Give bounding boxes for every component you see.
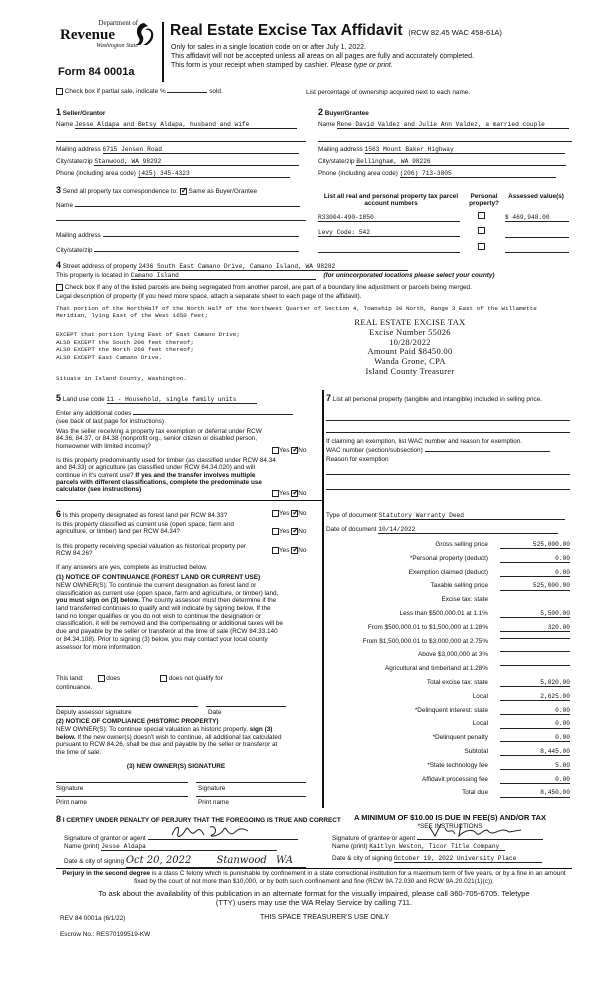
notice1-bold: you must sign on (3) below. — [56, 597, 140, 605]
title-block — [170, 22, 502, 40]
s6-q3-answers — [272, 547, 306, 555]
s5-q2-answers — [272, 490, 306, 498]
land-use-row — [56, 393, 257, 404]
calc-row — [320, 569, 570, 580]
calc-label: Excise tax: state — [441, 596, 488, 604]
s6-q1-yes-checkbox[interactable] — [272, 510, 279, 517]
s6-q2: Is this property classified as current use (open space, farm and agriculture, or timber) land per RCW 84.34? — [56, 521, 234, 536]
form-citation: (RCW 82.45 WAC 458-61A) — [408, 28, 502, 37]
grantor-name-row — [64, 843, 277, 851]
section5-num: 5 — [56, 393, 62, 403]
agency-state: Washington State — [96, 42, 138, 49]
stamp-line-3: 10/28/2022 — [389, 336, 431, 347]
parcel-2-field[interactable]: Levy Code: 542 — [318, 229, 460, 237]
legal-desc-6: Situate in Island County, Washington. — [56, 375, 187, 382]
treasurer-stamp — [330, 318, 490, 377]
s7-label: List all personal property (tangible and intangible) included in selling price. — [332, 396, 543, 403]
calc-row — [320, 596, 570, 607]
s6-q1-answers — [272, 510, 306, 518]
doc-type-field[interactable]: Statutory Warranty Deed — [379, 512, 565, 520]
parcel-1-field[interactable]: R33004-490-1850 — [318, 214, 460, 222]
calc-amount[interactable]: 320.00 — [500, 624, 570, 632]
calc-label: Agricultural and timberland at 1.28% — [384, 665, 488, 673]
buyer-phone-label: Phone (including area code) — [318, 170, 398, 177]
calc-label: Taxable selling price — [430, 582, 488, 590]
seller-city-label: City/state/zip — [56, 158, 93, 165]
s6-q1-no-checkbox[interactable] — [291, 510, 298, 517]
calc-label: Total excise tax: state — [426, 679, 488, 686]
dor-logo — [60, 20, 152, 50]
wac-label: WAC number (section/subsection) — [326, 447, 423, 454]
calc-label: From $500,000.01 to $1,500,000 at 1.28% — [367, 623, 488, 631]
grantor-sig-row — [64, 831, 298, 842]
buyer-phone-row — [318, 170, 556, 178]
calc-amount[interactable]: 525,000.00 — [500, 582, 570, 590]
s5-q1-yes-checkbox[interactable] — [272, 447, 279, 454]
section6-num: 6 — [56, 509, 62, 519]
s6-q1: Is this property designated as forest land per RCW 84.33? — [62, 512, 228, 519]
stamp-line-6: Island County Treasurer — [365, 365, 455, 376]
accessibility-line-1: To ask about the availability of this publication in an alternate format for the visually impaired, please call 360-705-6705. Teletype — [98, 889, 530, 898]
seller-heading-num: 1 — [56, 107, 62, 117]
buyer-name-field[interactable]: Rene David Valdez and Julie Ann Valdez, a married couple — [337, 121, 569, 129]
correspondence-row — [56, 185, 257, 195]
calc-row — [320, 762, 570, 773]
stamp-line-2: Excise Number 55026 — [369, 326, 451, 337]
land-use-label: Land use code — [62, 396, 105, 403]
stamp-line-1: REAL ESTATE EXCISE TAX — [354, 317, 466, 327]
wac-field[interactable] — [425, 451, 550, 452]
calc-row — [320, 734, 570, 745]
calc-row — [320, 789, 570, 800]
same-as-buyer-checkbox[interactable] — [180, 188, 187, 195]
calc-amount[interactable]: 0.00 — [500, 555, 570, 563]
this-land-label: This land: — [56, 675, 84, 683]
doc-date-field[interactable]: 10/14/2022 — [378, 526, 558, 534]
s5-q2-text: Is this property predominantly used for timber (as classified under RCW 84.34 and 84.33) or agriculture (as classified under RCW 84.34.020) and will continue in it's current use? — [56, 457, 276, 479]
parcel-row-1 — [318, 214, 460, 222]
ownership-note: List percentage of ownership acquired next to each name. — [306, 89, 471, 96]
calc-amount[interactable]: 8,450.00 — [500, 789, 570, 797]
footer-divider — [56, 868, 572, 869]
buyer-heading — [318, 107, 369, 117]
calc-label: *State technology fee — [427, 761, 488, 769]
parcel-3-personal-checkbox[interactable] — [478, 243, 485, 251]
grantee-date-row — [332, 855, 542, 863]
calc-amount[interactable]: 0.00 — [500, 776, 570, 784]
perjury-text: is a class C felony which is punishable by confinement in a state correctional institution for a maximum term of five years, or by a fine in an amount fixed by the court of not more than $10,000, or by both such confinement and fine (RCW 9A.72.030 and RCW 9A.20.021(1)(c)). — [134, 870, 566, 885]
seller-phone-row — [56, 170, 290, 178]
parcel-1-assessed-field[interactable]: $ 469,948.00 — [505, 214, 569, 222]
notice2-title: (2) NOTICE OF COMPLIANCE (HISTORIC PROPERTY) — [56, 718, 219, 725]
calc-row — [320, 582, 570, 593]
sig-1-label: Signature — [56, 785, 84, 792]
no-label: No — [298, 490, 307, 498]
buyer-name-row — [318, 121, 569, 129]
calc-amount[interactable]: 5,500.00 — [500, 610, 570, 618]
calc-row — [320, 720, 570, 731]
escrow-number: Escrow No.: RES70199519-KW — [60, 931, 151, 938]
street-row — [56, 260, 408, 271]
calc-row — [320, 679, 570, 690]
legal-desc-4: ALSO EXCEPT the North 260 feet thereof; — [56, 346, 194, 354]
calc-row — [320, 776, 570, 787]
seller-phone-label: Phone (including area code) — [56, 170, 136, 177]
s6-q2-no-checkbox[interactable] — [291, 528, 298, 535]
legal-desc-1: That portion of the NorthHalf of the North Half of the Northwest Quarter of Section 4, Township 30 North, Range 3 East of the Willamette Meridian, lying East of the West 1650 feet; — [56, 305, 537, 320]
calc-label: *Delinquent interest: state — [414, 706, 488, 714]
new-owner-sig-title: (3) NEW OWNER(S) SIGNATURE — [126, 763, 226, 770]
segregation-row — [56, 284, 472, 292]
partial-sale-row — [56, 88, 223, 96]
s3-city-row — [56, 247, 299, 254]
seller-city-field[interactable]: Stanwood, WA 98292 — [94, 158, 299, 166]
grantor-signature-scribble — [168, 823, 258, 841]
legal-desc-5: ALSO EXCEPT East Camano Drive. — [56, 354, 163, 362]
calc-amount[interactable]: 525,000.00 — [500, 541, 570, 549]
s6-q3-no-checkbox[interactable] — [291, 547, 298, 554]
seller-name-label: Name — [56, 121, 74, 128]
accessibility-notice — [56, 889, 572, 908]
located-label: This property is located in — [56, 272, 129, 279]
calc-amount[interactable]: 0.00 — [500, 569, 570, 577]
unincorporated-note: (for unincorporated locations please select your county) — [323, 272, 495, 279]
sig-2-label: Signature — [198, 785, 226, 792]
dor-swirl-icon — [134, 22, 154, 46]
legal-label: Legal description of property (if you need more space, attach a separate sheet to each page of the affidavit). — [56, 293, 362, 300]
buyer-city-row — [318, 158, 566, 166]
notice2-bold: sign (3) below. — [56, 726, 273, 741]
s3-extra-line — [56, 220, 306, 221]
partial-sale-sold: sold. — [209, 88, 223, 96]
reason-label: Reason for exemption — [326, 456, 389, 463]
legal-desc-2: EXCEPT that portion lying East of East Camano Drive; — [56, 331, 240, 338]
calc-label: *Delinquent penalty — [432, 734, 488, 742]
calc-label: Subtotal — [464, 748, 488, 755]
s6-q2-yes-checkbox[interactable] — [272, 528, 279, 535]
seller-mail-label: Mailing address — [56, 146, 101, 153]
doc-type-row — [326, 512, 565, 520]
grantee-date-label: Date & city of signing — [332, 855, 393, 862]
print-name-2-line[interactable] — [196, 796, 306, 797]
calc-row — [320, 555, 570, 566]
street-field[interactable]: 2436 South East Camano Drive, Camano Island, WA 98282 — [138, 263, 408, 271]
buyer-city-label: City/state/zip — [318, 158, 355, 165]
section3-num: 3 — [56, 185, 62, 195]
calc-amount[interactable] — [500, 651, 570, 652]
calc-row — [320, 665, 570, 676]
grantor-date-label: Date & city of signing — [64, 858, 125, 865]
legal-desc-3: ALSO EXCEPT the South 200 feet thereof; — [56, 338, 194, 346]
s3-mail-row — [56, 232, 299, 239]
s5-q2-yes-checkbox[interactable] — [272, 490, 279, 497]
grantor-city-value: Stanwood — [216, 855, 267, 866]
calc-label: Above $3,000,000 at 3% — [418, 651, 488, 659]
grantor-sig-field[interactable] — [148, 831, 298, 840]
print-name-2-label: Print name — [198, 799, 229, 806]
additional-codes-row — [56, 410, 293, 417]
deputy-date-label: Date — [208, 709, 222, 716]
legal-desc-block — [56, 331, 240, 362]
header-divider — [162, 22, 164, 82]
calc-row — [320, 610, 570, 621]
s5-q1-answers — [272, 447, 306, 455]
certify-statement: I CERTIFY UNDER PENALTY OF PERJURY THAT THE FOREGOING IS TRUE AND CORRECT — [62, 817, 341, 824]
reason-line-1[interactable] — [326, 474, 570, 475]
additional-codes-field[interactable] — [133, 414, 293, 415]
calc-row — [320, 693, 570, 704]
s7-line-1[interactable] — [326, 420, 570, 421]
notice1-text1: NEW OWNER(S): To continue the current designation as forest land or classification as current use (open space, farm and agriculture, or timber) land, — [56, 582, 279, 597]
treasurer-only: THIS SPACE TREASURER'S USE ONLY — [260, 914, 389, 921]
yes-label: Yes — [279, 547, 290, 555]
calc-label: Affidavit processing fee — [422, 775, 488, 783]
section4-num: 4 — [56, 260, 62, 270]
grantee-name-field[interactable]: Kaitlyn Weston, Ticor Title Company — [369, 843, 505, 851]
s7-line-2[interactable] — [326, 432, 570, 433]
s5-q1-no-checkbox[interactable] — [291, 447, 298, 454]
deputy-date-line[interactable] — [206, 706, 286, 707]
parcel-row-2 — [318, 229, 460, 237]
minimum-due: A MINIMUM OF $10.00 IS DUE IN FEE(S) AND/OR TAX — [353, 813, 547, 822]
partial-sale-checkbox[interactable] — [56, 88, 63, 95]
land-use-field[interactable]: 11 - Household, single family units — [107, 396, 257, 404]
s3-mail-field[interactable] — [103, 236, 299, 237]
notice1-text — [56, 582, 284, 651]
s5-divider — [56, 500, 322, 501]
s6-q1-row — [56, 509, 227, 519]
form-title: Real Estate Excise Tax Affidavit — [170, 22, 403, 39]
assessed-heading: Assessed value(s) — [508, 193, 564, 200]
seller-extra-line — [56, 141, 306, 142]
seller-city-row — [56, 158, 299, 166]
s6-q2-answers — [272, 528, 306, 536]
grantor-date-value: Oct 20, 2022 — [125, 855, 192, 866]
calc-amount[interactable]: 2,625.00 — [500, 693, 570, 701]
s5-q1: Was the seller receiving a property tax exemption or deferral under RCW 84.36, 84.37, or 84.38 (nonprofit org., senior citizen or disabled person, homeowner with limited income)? — [56, 428, 262, 450]
calc-label: Gross selling price — [435, 541, 488, 548]
calc-row — [320, 707, 570, 718]
parcel-1-assessed-row — [505, 214, 569, 222]
partial-sale-label: Check box if partial sale, indicate % — [64, 88, 166, 96]
parcel-2-personal-checkbox[interactable] — [478, 227, 485, 235]
s3-name-field[interactable] — [75, 206, 300, 207]
grantor-date-field[interactable] — [126, 855, 306, 868]
yes-label: Yes — [279, 490, 290, 498]
notice2-text1: NEW OWNER(S): To continue special valuation as historic property, — [56, 726, 248, 733]
calc-label: From $1,500,000.01 to $3,000,000 at 2.75% — [362, 637, 488, 645]
s6-q3: Is this property receiving special valuation as historical property per RCW 84.26? — [56, 543, 247, 558]
notice1-text2: The county assessor must then determine if the land transferred continues to qualify and will indicate by signing below. If the land no longer qualifies or you do not wish to continue the designation or classification, it will be removed and the compensating or additional taxes will be due and payable by the seller or transferor at the time of sale (RCW 84.33.140 or 84.34.108). Prior to signing (3) below, you may contact your local county assessor for more information. — [56, 597, 283, 651]
perjury-notice — [56, 870, 572, 885]
new-owner-sig-2-line[interactable] — [196, 782, 306, 783]
yes-label: Yes — [279, 447, 290, 455]
seller-name-field[interactable]: Jesse Aldapa and Betsy Aldapa, husband and wife — [75, 121, 297, 129]
print-name-1-label: Print name — [56, 799, 87, 806]
calc-row — [320, 624, 570, 635]
calc-row — [320, 638, 570, 649]
s3-mail-label: Mailing address — [56, 232, 101, 239]
doc-date-label: Date of document — [326, 526, 377, 533]
buyer-name-label: Name — [318, 121, 336, 128]
header-notes — [171, 44, 474, 70]
reason-line-2[interactable] — [326, 489, 570, 490]
no-label: No — [298, 510, 307, 518]
seller-phone-field[interactable]: (425) 345-4323 — [138, 170, 290, 178]
grantor-name-field[interactable]: Jesse Aldapa — [101, 843, 277, 851]
new-owner-sig-1-line[interactable] — [56, 782, 188, 783]
calc-amount[interactable]: 8,445.00 — [500, 748, 570, 756]
calc-amount[interactable]: 0.00 — [500, 720, 570, 728]
section7-num: 7 — [326, 393, 332, 403]
parcel-3-field[interactable] — [318, 252, 460, 253]
header-note-2: This affidavit will not be accepted unless all areas on all pages are fully and accurately completed. — [171, 52, 474, 60]
calc-amount[interactable]: 0.00 — [500, 734, 570, 742]
grantor-sig-label: Signature of grantor or agent — [64, 835, 146, 842]
s6-if-yes: If any answers are yes, complete as instructed below. — [56, 564, 208, 571]
s3-city-field[interactable] — [94, 251, 299, 252]
yes-label: Yes — [279, 510, 290, 518]
parcel-1-personal-checkbox[interactable] — [478, 212, 485, 220]
additional-codes-note: (see back of last page for instructions) — [56, 418, 164, 425]
grantee-sig-label: Signature of grantee or agent — [332, 835, 416, 842]
grantee-sig-field[interactable] — [417, 831, 543, 840]
exemption-label: If claiming an exemption, list WAC number and reason for exemption. — [326, 438, 523, 445]
calc-label: Exemption claimed (deduct) — [408, 568, 488, 576]
no-label: No — [298, 547, 307, 555]
parcel-3-assessed-field[interactable] — [505, 252, 569, 253]
grantee-sig-row — [332, 831, 543, 842]
buyer-heading-label: Buyer/Grantee — [324, 110, 369, 117]
doc-type-label: Type of document — [326, 512, 377, 519]
header-note-3-italic: Please type or print. — [330, 61, 393, 69]
calc-row — [320, 541, 570, 552]
partial-sale-percent-field[interactable] — [167, 92, 207, 93]
form-number: Form 84 0001a — [58, 66, 135, 78]
calc-label: Local — [472, 720, 488, 728]
grantee-signature-scribble — [425, 822, 525, 840]
notice1-title: (1) NOTICE OF CONTINUANCE (FOREST LAND OR CURRENT USE) — [56, 574, 261, 581]
grantor-state-value: WA — [276, 855, 294, 866]
calc-label: *Personal property (deduct) — [409, 554, 488, 562]
calc-amount[interactable] — [500, 638, 570, 639]
seller-name-row — [56, 121, 297, 129]
seller-mail-field[interactable]: 6715 Jensen Road — [103, 146, 299, 154]
calc-label: Total due — [462, 789, 488, 797]
doc-date-row — [326, 526, 558, 534]
wac-row — [326, 447, 550, 454]
this-land-row — [56, 675, 223, 683]
segregation-label: Check box if any of the listed parcels are being segregated from another parcel, are part of a boundary line adjustment or parcels being merged. — [64, 284, 472, 292]
does-not-label: does not qualify for — [168, 675, 223, 683]
grantee-date-field[interactable]: October 19, 2022 University Place — [394, 855, 542, 863]
seller-mail-row — [56, 146, 299, 154]
deputy-sig-line[interactable] — [56, 706, 198, 707]
seller-heading-label: Seller/Grantor — [62, 110, 106, 117]
stamp-line-4: Amount Paid $8450.00 — [367, 346, 453, 357]
buyer-mail-field[interactable]: 1563 Mount Baker Highway — [365, 146, 565, 154]
calc-amount[interactable]: 5.00 — [500, 762, 570, 770]
no-label: No — [298, 447, 307, 455]
buyer-mail-row — [318, 146, 565, 154]
additional-codes-label: Enter any additional codes — [56, 410, 132, 417]
grantor-date-row — [64, 855, 306, 868]
street-label: Street address of property — [62, 263, 137, 270]
agency-name: Revenue — [60, 26, 115, 43]
yes-label: Yes — [279, 528, 290, 536]
calc-row — [320, 748, 570, 759]
print-name-1-line[interactable] — [56, 796, 188, 797]
section8-num: 8 — [56, 814, 62, 824]
continuance-label: continuance. — [56, 684, 93, 691]
calc-label: Local — [472, 692, 488, 700]
seller-heading — [56, 107, 105, 117]
buyer-extra-line — [318, 141, 572, 142]
grantee-name-row — [332, 843, 505, 851]
deputy-sig-label: Deputy assessor signature — [56, 709, 132, 716]
does-label: does — [106, 675, 121, 683]
calc-label: Less than $500,000.01 at 1.1% — [399, 610, 488, 617]
does-not-checkbox[interactable] — [160, 675, 167, 682]
parcel-2-assessed-field[interactable] — [505, 237, 569, 238]
segregation-checkbox[interactable] — [56, 284, 63, 291]
personal-heading: Personal property? — [469, 193, 499, 208]
s3-name-label: Name — [56, 202, 74, 209]
calc-row — [320, 651, 570, 662]
no-label: No — [298, 528, 307, 536]
parcel-heading: List all real and personal property tax parcel account numbers — [323, 193, 459, 208]
located-row — [56, 272, 495, 280]
rev-number: REV 84 0001a (6/1/22) — [60, 915, 126, 922]
buyer-city-field[interactable]: Bellingham, WA 98226 — [356, 158, 566, 166]
calc-amount[interactable]: 0.00 — [500, 707, 570, 715]
grantee-name-label: Name (print) — [332, 843, 368, 850]
s3-city-label: City/state/zip — [56, 247, 93, 254]
agency-line1: Department of — [98, 20, 138, 27]
stamp-line-5: Wanda Grone, CPA — [374, 356, 446, 367]
s5-q2 — [56, 457, 276, 494]
s6-q3-yes-checkbox[interactable] — [272, 547, 279, 554]
located-field[interactable]: Camano Island — [131, 272, 316, 280]
calc-amount[interactable] — [500, 665, 570, 666]
same-as-buyer-label: Same as Buyer/Grantee — [188, 188, 258, 195]
s5-q2-bold: If yes and the transfer involves multiple parcels with different classifications, complete the predominate use calculator (see instructions) — [56, 471, 262, 494]
s3-name-row — [56, 202, 300, 209]
header-note-3: This form is your receipt when stamped by cashier. — [171, 61, 329, 69]
grantor-name-label: Name (print) — [64, 843, 100, 850]
calc-amount[interactable]: 5,820.00 — [500, 679, 570, 687]
buyer-phone-field[interactable]: (206) 713-3805 — [400, 170, 556, 178]
buyer-heading-num: 2 — [318, 107, 324, 117]
perjury-bold: Perjury in the second degree — [62, 870, 151, 877]
s5-q2-no-checkbox[interactable] — [291, 490, 298, 497]
does-checkbox[interactable] — [98, 675, 105, 682]
header-note-1: Only for sales in a single location code on or after July 1, 2022. — [171, 44, 366, 51]
notice2-text2: If the new owner(s) doesn't wish to continue, all additional tax calculated pursuant to RCW 84.26, shall be due and payable by the seller or transferor at the time of sale. — [56, 733, 282, 757]
buyer-mail-label: Mailing address — [318, 146, 363, 153]
accessibility-line-2: (TTY) users may use the WA Relay Service by calling 711. — [215, 898, 413, 908]
s7-label-row — [326, 393, 566, 403]
see-instructions: *SEE INSTRUCTIONS — [417, 823, 483, 830]
notice2-text — [56, 726, 284, 757]
correspondence-label: Send all property tax correspondence to: — [62, 188, 178, 195]
